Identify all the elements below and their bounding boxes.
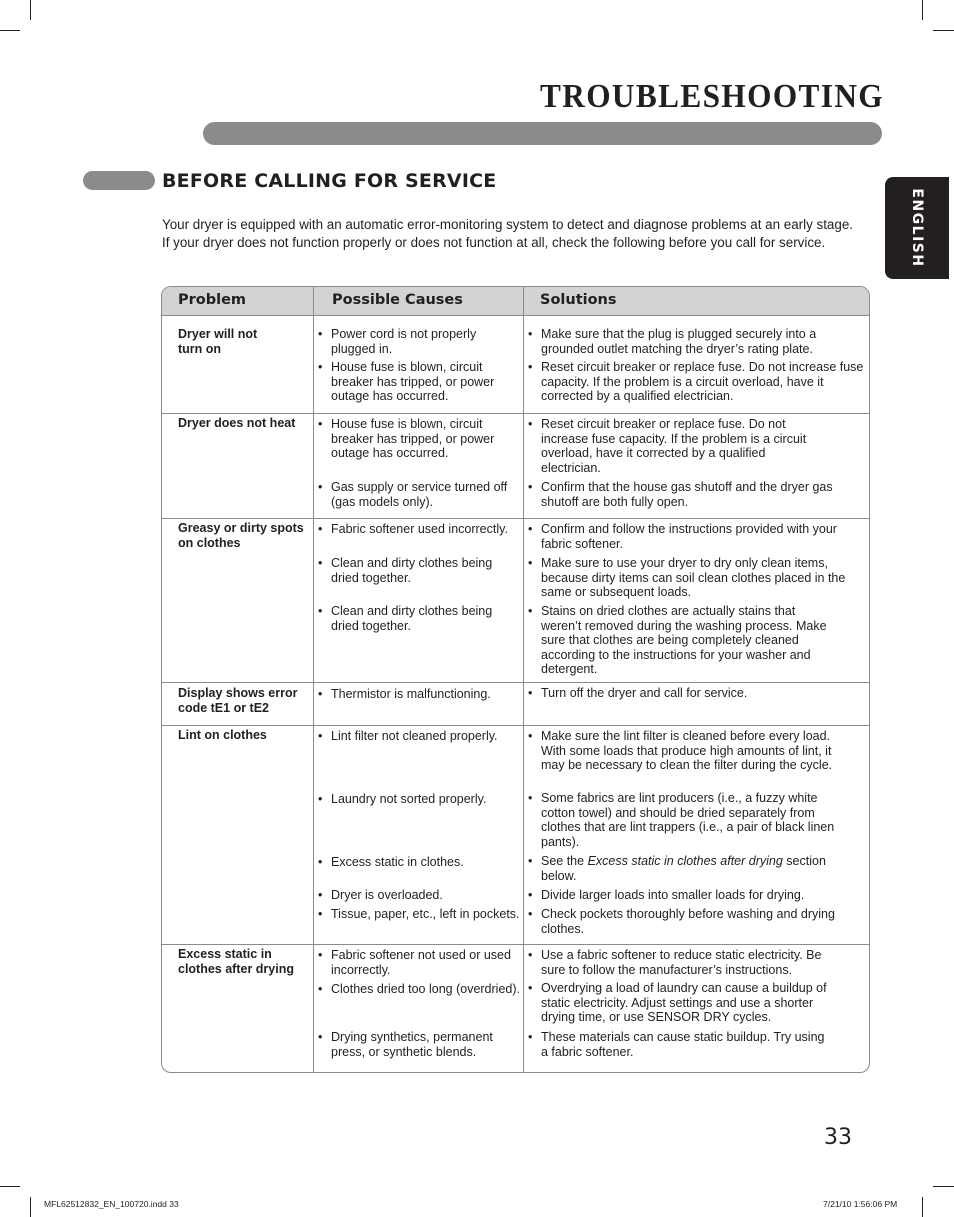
row-divider [162,725,869,726]
list-item-solution: • Turn off the dryer and call for service. [528,686,868,701]
list-item-cause: • Thermistor is malfunctioning. [318,687,520,702]
table-row-problem: Greasy or dirty spots on clothes [178,521,304,550]
table-row-problem: Lint on clothes [178,728,267,742]
list-item-solution: • Some fabrics are lint producers (i.e., a fuzzy white cotton towel) and should be dried separately from clothes that are lint trappers (i.e., a pair of black linen pants). [528,791,853,849]
section-title: BEFORE CALLING FOR SERVICE [162,170,497,192]
row-divider [162,518,869,519]
crop-mark [933,1186,954,1187]
title-bar [203,122,882,145]
list-item-solution: • Divide larger loads into smaller loads for drying. [528,888,868,903]
list-item-cause: • Drying synthetics, permanent press, or synthetic blends. [318,1030,520,1059]
section-pill [83,171,155,190]
list-item-solution: • Make sure that the plug is plugged securely into a grounded outlet matching the dryer’s rating plate. [528,327,868,356]
list-item-cause: • House fuse is blown, circuit breaker has tripped, or power outage has occurred. [318,417,520,461]
table-row-problem: Dryer will not turn on [178,327,258,356]
list-item-solution: • Use a fabric softener to reduce static electricity. Be sure to follow the manufacturer’s instructions. [528,948,848,977]
table-row-problem: Dryer does not heat [178,416,296,430]
solution-text: See the [541,854,588,868]
list-item-solution: • These materials can cause static buildup. Try using a fabric softener. [528,1030,828,1059]
crop-mark [30,0,31,20]
list-item-cause: • Dryer is overloaded. [318,888,520,903]
list-item-solution: • Confirm that the house gas shutoff and the dryer gas shutoff are both fully open. [528,480,868,509]
list-item-cause: • Laundry not sorted properly. [318,792,520,807]
list-item-solution [528,854,828,883]
list-item-cause: • Clean and dirty clothes being dried together. [318,556,520,585]
list-item-cause: • Lint filter not cleaned properly. [318,729,520,744]
list-item-solution: • Make sure the lint filter is cleaned before every load. With some loads that produce high amounts of lint, it may be necessary to clean the filter during the cycle. [528,729,848,773]
list-item-solution: • Make sure to use your dryer to dry only clean items, because dirty items can soil clean clothes placed in the same or subsequent loads. [528,556,853,600]
table-row-problem: Display shows error code tE1 or tE2 [178,686,298,715]
list-item-cause: • Clothes dried too long (overdried). [318,982,520,997]
list-item-solution: • Check pockets thoroughly before washing and drying clothes. [528,907,848,936]
language-tab [885,177,949,279]
list-item-cause: • Gas supply or service turned off (gas models only). [318,480,520,509]
crop-mark [0,30,20,31]
column-divider [523,287,524,1072]
header-causes: Possible Causes [332,292,463,308]
solution-emphasis: Excess static in clothes after drying [587,854,783,868]
list-item-cause: • Fabric softener not used or used incorrectly. [318,948,520,977]
row-divider [162,413,869,414]
crop-mark [30,1197,31,1217]
list-item-cause: • Excess static in clothes. [318,855,520,870]
crop-mark [922,1197,923,1217]
list-item-cause: • Power cord is not properly plugged in. [318,327,520,356]
language-tab-label: ENGLISH [909,188,925,268]
footer-file-slug: MFL62512832_EN_100720.indd 33 [44,1199,179,1209]
list-item-cause: • Fabric softener used incorrectly. [318,522,520,537]
list-item-cause: • Clean and dirty clothes being dried together. [318,604,520,633]
page-title: TROUBLESHOOTING [540,78,885,115]
row-divider [162,682,869,683]
list-item-solution: • Overdrying a load of laundry can cause a buildup of static electricity. Adjust settings and use a shorter drying time, or use SENSOR DRY cycles. [528,981,848,1025]
list-item-solution: • Reset circuit breaker or replace fuse. Do not increase fuse capacity. If the problem is a circuit overload, have it corrected by a qualified electrician. [528,417,828,475]
crop-mark [0,1186,20,1187]
crop-mark [922,0,923,20]
intro-paragraph: Your dryer is equipped with an automatic error-monitoring system to detect and diagnose problems at an early stage. If your dryer does not function properly or does not function at all, check the following before you call for service. [162,217,853,250]
list-item-cause: • Tissue, paper, etc., left in pockets. [318,907,520,922]
table-header [162,287,869,316]
list-item-solution: • Stains on dried clothes are actually stains that weren’t removed during the washing process. Make sure that clothes are being completely cleaned according to the instructions for your washer and detergent. [528,604,828,677]
list-item-cause: • House fuse is blown, circuit breaker has tripped, or power outage has occurred. [318,360,520,404]
list-item-solution: • Reset circuit breaker or replace fuse. Do not increase fuse capacity. If the problem is a circuit overload, have it corrected by a qualified electrician. [528,360,868,404]
troubleshooting-table [161,286,870,1073]
page-number: 33 [824,1125,852,1150]
table-row-problem: Excess static in clothes after drying [178,947,294,976]
header-solutions: Solutions [540,292,617,308]
header-problem: Problem [178,292,247,308]
list-item-solution: • Confirm and follow the instructions provided with your fabric softener. [528,522,853,551]
row-divider [162,944,869,945]
footer-timestamp: 7/21/10 1:56:06 PM [823,1199,898,1209]
solution-text: section below. [541,854,826,883]
crop-mark [933,30,954,31]
